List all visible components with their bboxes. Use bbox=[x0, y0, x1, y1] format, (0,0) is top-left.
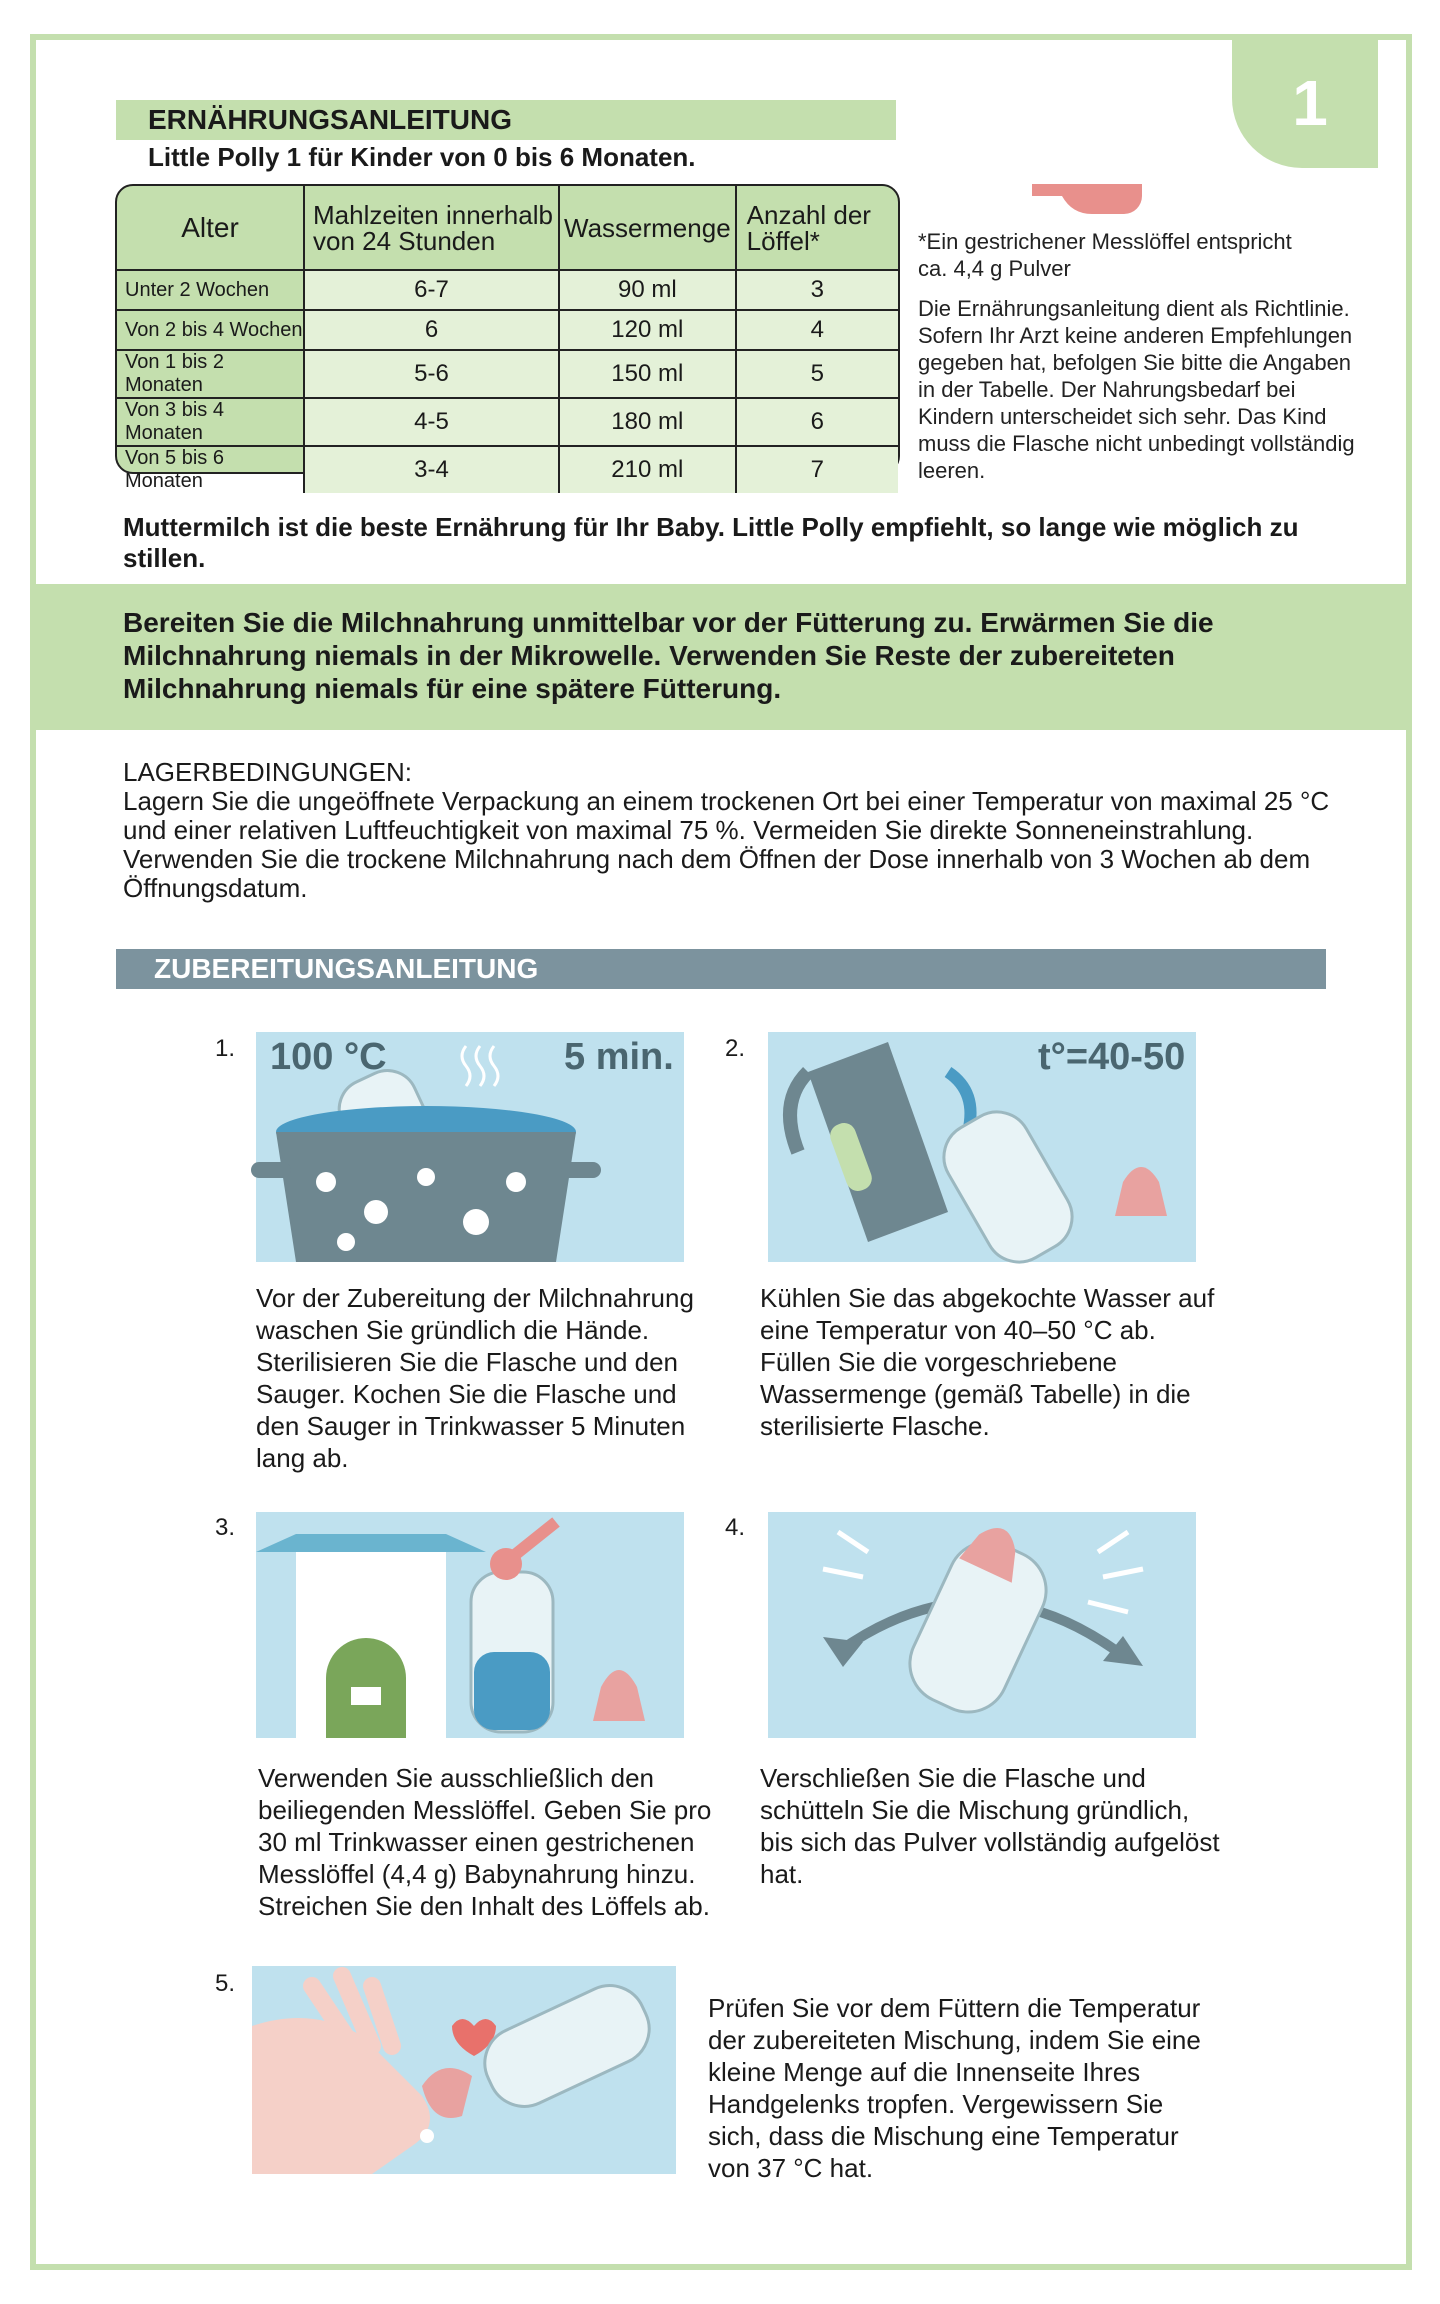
table-cell: 3-4 bbox=[304, 446, 559, 493]
table-row bbox=[117, 270, 898, 310]
footnote: *Ein gestrichener Messlöffel entspricht ca. 4,4 g Pulver bbox=[918, 229, 1292, 281]
page-number: 1 bbox=[1292, 67, 1328, 139]
measuring-spoon-icon bbox=[1032, 184, 1142, 214]
table-cell: Von 3 bis 4 Monaten bbox=[117, 398, 304, 446]
step-3-text: Verwenden Sie ausschließlich den beiliegenden Messlöffel. Geben Sie pro 30 ml Trinkwasser einen gestrichenen Messlöffel (4,4 g) Babynahrung hinzu. Streichen Sie den Inhalt des Löffels ab. bbox=[258, 1763, 712, 1921]
table-cell: 90 ml bbox=[559, 270, 736, 310]
step-1-illustration bbox=[256, 1032, 684, 1262]
shake-bottle-icon bbox=[768, 1512, 1196, 1738]
table-cell: 120 ml bbox=[559, 310, 736, 350]
table-row bbox=[117, 446, 898, 493]
step-5-text: Prüfen Sie vor dem Füttern die Temperatur der zubereiteten Mischung, indem Sie eine kleine Menge auf die Innenseite Ihres Handgelenks tropfen. Vergewissern Sie sich, dass die Mischung eine Temperatur von 37 °C hat. bbox=[708, 1993, 1201, 2183]
table-cell: 3 bbox=[736, 270, 898, 310]
storage-text: Lagern Sie die ungeöffnete Verpackung an einem trockenen Ort bei einer Temperatur von maximal 25 °C und einer relativen Luftfeuchtigkeit von maximal 75 %. Vermeiden Sie direkte Sonneneinstrahlung. Verwenden Sie die trockene Milchnahrung nach dem Öffnen der Dose innerhalb von 3 Wochen ab dem Öffnungsdatum. bbox=[123, 786, 1330, 903]
table-row bbox=[117, 350, 898, 398]
table-cell: 4 bbox=[736, 310, 898, 350]
step-number: 5. bbox=[215, 1970, 236, 1997]
table-row bbox=[117, 398, 898, 446]
table-header-row bbox=[117, 186, 898, 270]
table-cell: Von 1 bis 2 Monaten bbox=[117, 350, 304, 398]
step-3-illustration bbox=[256, 1512, 684, 1738]
page-number-tab bbox=[1232, 38, 1378, 168]
duration-label: 5 min. bbox=[564, 1036, 674, 1078]
formula-box-icon bbox=[256, 1512, 684, 1738]
step-4-text: Verschließen Sie die Flasche und schütteln Sie die Mischung gründlich, bis sich das Pulver vollständig aufgelöst hat. bbox=[760, 1763, 1220, 1889]
wrist-test-icon bbox=[252, 1966, 676, 2174]
feeding-table bbox=[115, 184, 900, 492]
step-number: 3. bbox=[215, 1514, 236, 1541]
table-header: Wassermenge bbox=[559, 186, 736, 270]
guideline-text: Die Ernährungsanleitung dient als Richtlinie. Sofern Ihr Arzt keine anderen Empfehlungen gegeben hat, befolgen Sie bitte die Angaben in der Tabelle. Der Nahrungsbedarf bei Kindern unterscheidet sich sehr. Das Kind muss die Flasche nicht unbedingt vollständig leeren. bbox=[918, 296, 1355, 483]
feeding-subtitle: Little Polly 1 für Kinder von 0 bis 6 Monaten. bbox=[148, 142, 696, 172]
step-2-illustration bbox=[768, 1032, 1196, 1262]
feeding-heading-text: ERNÄHRUNGSANLEITUNG bbox=[148, 104, 512, 135]
storage-heading: LAGERBEDINGUNGEN: bbox=[123, 757, 412, 787]
table-row bbox=[117, 310, 898, 350]
table-header: Alter bbox=[117, 186, 304, 270]
table-cell: 6-7 bbox=[304, 270, 559, 310]
table-cell: Unter 2 Wochen bbox=[117, 270, 304, 310]
table-cell: 180 ml bbox=[559, 398, 736, 446]
temperature-range-label: t°=40-50 bbox=[1038, 1036, 1186, 1078]
table-cell: 4-5 bbox=[304, 398, 559, 446]
step-1-text: Vor der Zubereitung der Milchnahrung waschen Sie gründlich die Hände. Sterilisieren Sie die Flasche und den Sauger. Kochen Sie die Flasche und den Sauger in Trinkwasser 5 Minuten lang ab. bbox=[256, 1283, 694, 1473]
step-2-text: Kühlen Sie das abgekochte Wasser auf eine Temperatur von 40–50 °C ab. Füllen Sie die vorgeschriebene Wassermenge (gemäß Tabelle) in die sterilisierte Flasche. bbox=[760, 1283, 1215, 1441]
feeding-heading bbox=[116, 100, 896, 140]
breastfeeding-note: Muttermilch ist die beste Ernährung für Ihr Baby. Little Polly empfiehlt, so lange wie möglich zu stillen. bbox=[123, 512, 1299, 573]
table-header: Anzahl der Löffel* bbox=[736, 186, 898, 270]
warning-text: Bereiten Sie die Milchnahrung unmittelbar vor der Fütterung zu. Erwärmen Sie die Milchnahrung niemals in der Mikrowelle. Verwenden Sie Reste der zubereiteten Milchnahrung niemals für eine spätere Fütterung. bbox=[123, 607, 1214, 704]
table-cell: Von 2 bis 4 Wochen bbox=[117, 310, 304, 350]
table-cell: 5 bbox=[736, 350, 898, 398]
table-cell: 150 ml bbox=[559, 350, 736, 398]
table-cell: 5-6 bbox=[304, 350, 559, 398]
temperature-label: 100 °C bbox=[270, 1036, 387, 1078]
preparation-heading: ZUBEREITUNGSANLEITUNG bbox=[116, 949, 1326, 989]
table-cell: 6 bbox=[304, 310, 559, 350]
step-number: 1. bbox=[215, 1035, 236, 1062]
step-number: 4. bbox=[725, 1514, 746, 1541]
step-4-illustration bbox=[768, 1512, 1196, 1738]
table-cell: 210 ml bbox=[559, 446, 736, 493]
table-cell: Von 5 bis 6 Monaten bbox=[117, 446, 304, 493]
table-header: Mahlzeiten innerhalb von 24 Stunden bbox=[304, 186, 559, 270]
table-cell: 6 bbox=[736, 398, 898, 446]
storage-section bbox=[123, 758, 1343, 903]
step-5-illustration bbox=[252, 1966, 676, 2174]
table-cell: 7 bbox=[736, 446, 898, 493]
step-number: 2. bbox=[725, 1035, 746, 1062]
